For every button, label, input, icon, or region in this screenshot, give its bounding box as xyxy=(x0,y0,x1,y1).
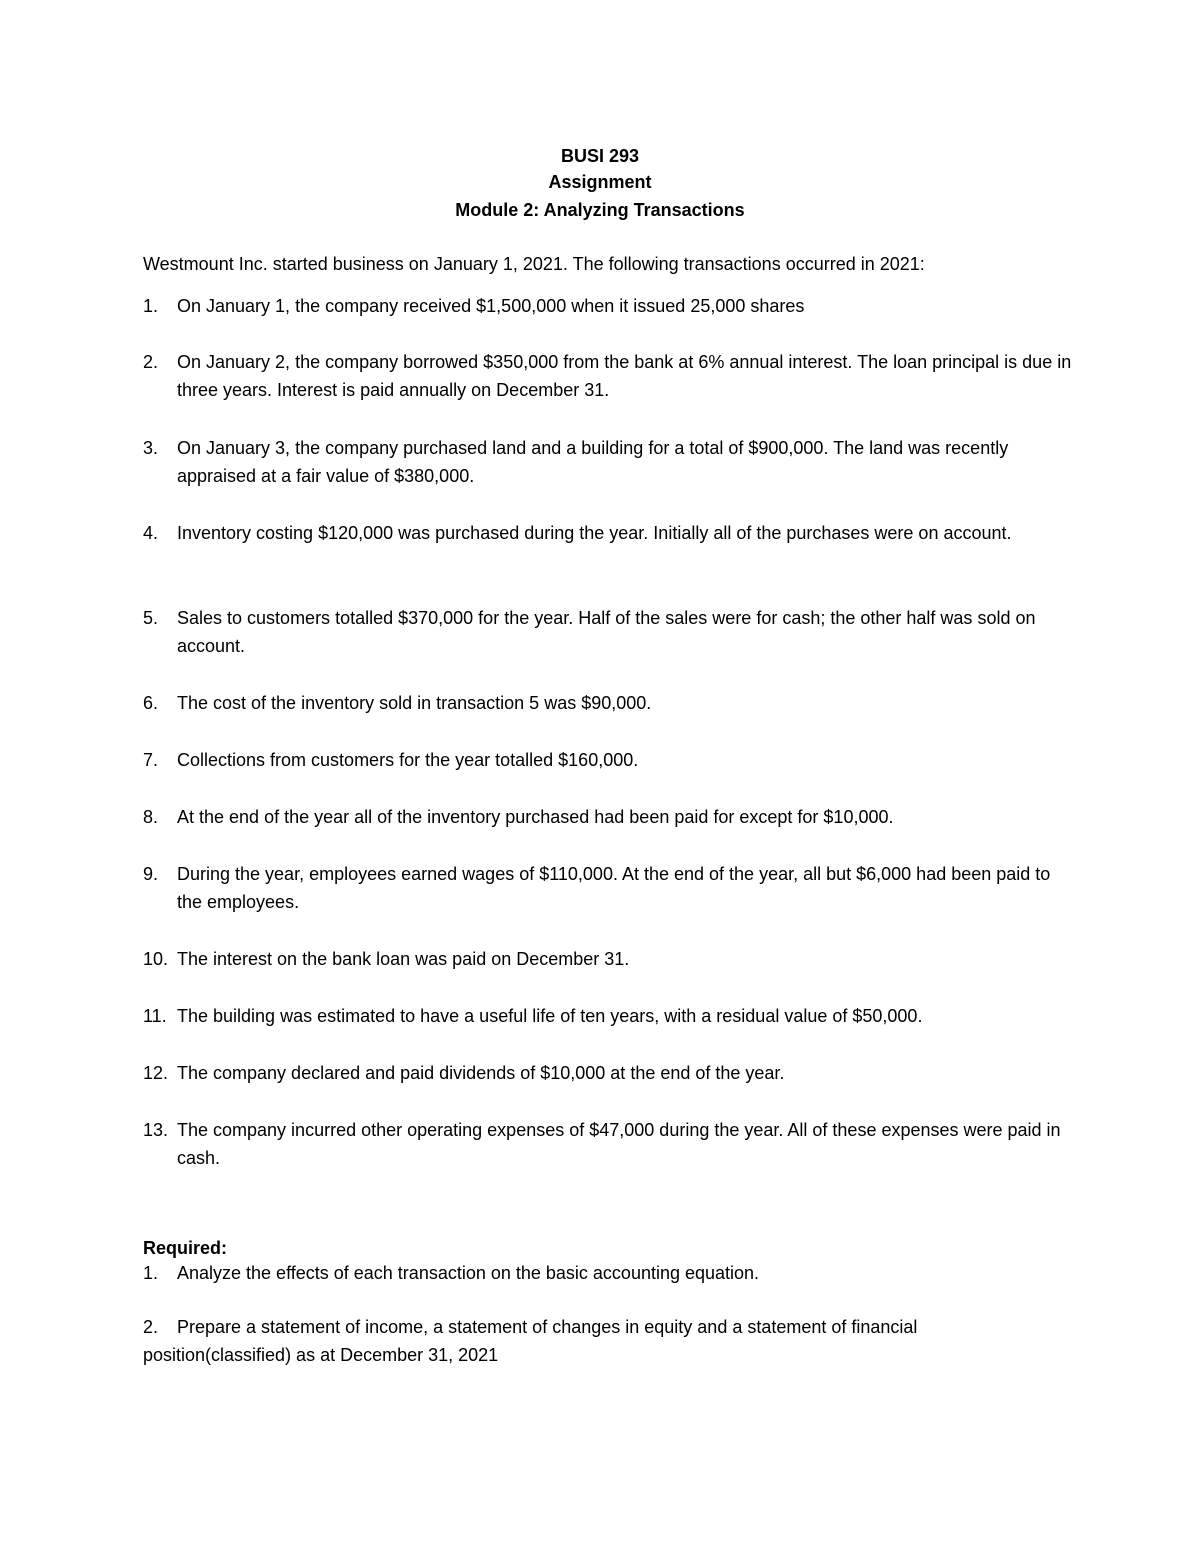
transaction-item xyxy=(143,519,1073,547)
item-number: 6. xyxy=(143,693,159,713)
item-text: On January 3, the company purchased land and a building for a total of $900,000. The land was recently appraised at a fair value of $380,000. xyxy=(177,438,1009,486)
module-title: Module 2: Analyzing Transactions xyxy=(455,200,745,220)
transaction-item xyxy=(143,1002,1073,1030)
transaction-item xyxy=(143,434,1073,490)
item-text: The cost of the inventory sold in transaction 5 was $90,000. xyxy=(177,693,652,713)
item-text: The building was estimated to have a useful life of ten years, with a residual value of $50,000. xyxy=(177,1006,923,1026)
item-number: 5. xyxy=(143,608,159,628)
item-number: 10. xyxy=(143,949,169,969)
transaction-item xyxy=(143,860,1073,916)
transaction-item xyxy=(143,1116,1073,1172)
item-text: The interest on the bank loan was paid on December 31. xyxy=(177,949,630,969)
item-number: 4. xyxy=(143,523,159,543)
required-item xyxy=(143,1259,1043,1287)
transaction-item xyxy=(143,292,1073,320)
transaction-item xyxy=(143,945,1073,973)
item-text: Analyze the effects of each transaction on the basic accounting equation. xyxy=(177,1263,760,1283)
item-number: 7. xyxy=(143,750,159,770)
intro-paragraph: Westmount Inc. started business on January 1, 2021. The following transactions occurred in 2021: xyxy=(143,254,925,274)
item-number: 11. xyxy=(143,1006,167,1026)
item-text: During the year, employees earned wages of $110,000. At the end of the year, all but $6,000 had been paid to the employees. xyxy=(177,864,1051,912)
item-text: Sales to customers totalled $370,000 for the year. Half of the sales were for cash; the other half was sold on account. xyxy=(177,608,1036,656)
transaction-item xyxy=(143,604,1073,660)
item-text: Prepare a statement of income, a statement of changes in equity and a statement of financial position(classified) as at December 31, 2021 xyxy=(143,1317,918,1365)
course-code: BUSI 293 xyxy=(560,146,640,166)
item-number: 13. xyxy=(143,1120,169,1140)
item-number: 2. xyxy=(143,352,159,372)
item-number: 1. xyxy=(143,296,159,316)
transaction-item xyxy=(143,1059,1073,1087)
item-number: 9. xyxy=(143,864,159,884)
item-text: Inventory costing $120,000 was purchased during the year. Initially all of the purchases were on account. xyxy=(177,523,1012,543)
item-number: 2. xyxy=(143,1317,159,1337)
item-number: 3. xyxy=(143,438,159,458)
required-heading: Required: xyxy=(143,1238,228,1258)
item-text: On January 2, the company borrowed $350,000 from the bank at 6% annual interest. The loan principal is due in three years. Interest is paid annually on December 31. xyxy=(177,352,1072,400)
item-text: The company declared and paid dividends of $10,000 at the end of the year. xyxy=(177,1063,785,1083)
item-text: Collections from customers for the year totalled $160,000. xyxy=(177,750,639,770)
transaction-item xyxy=(143,803,1073,831)
item-number: 8. xyxy=(143,807,159,827)
transaction-item xyxy=(143,689,1073,717)
transaction-item xyxy=(143,746,1073,774)
item-number: 1. xyxy=(143,1263,159,1283)
item-text: At the end of the year all of the inventory purchased had been paid for except for $10,000. xyxy=(177,807,894,827)
transaction-item xyxy=(143,348,1073,404)
required-item xyxy=(143,1313,1013,1369)
item-text: The company incurred other operating expenses of $47,000 during the year. All of these expenses were paid in cash. xyxy=(177,1120,1061,1168)
document-type: Assignment xyxy=(548,172,652,192)
item-text: On January 1, the company received $1,500,000 when it issued 25,000 shares xyxy=(177,296,805,316)
item-number: 12. xyxy=(143,1063,169,1083)
